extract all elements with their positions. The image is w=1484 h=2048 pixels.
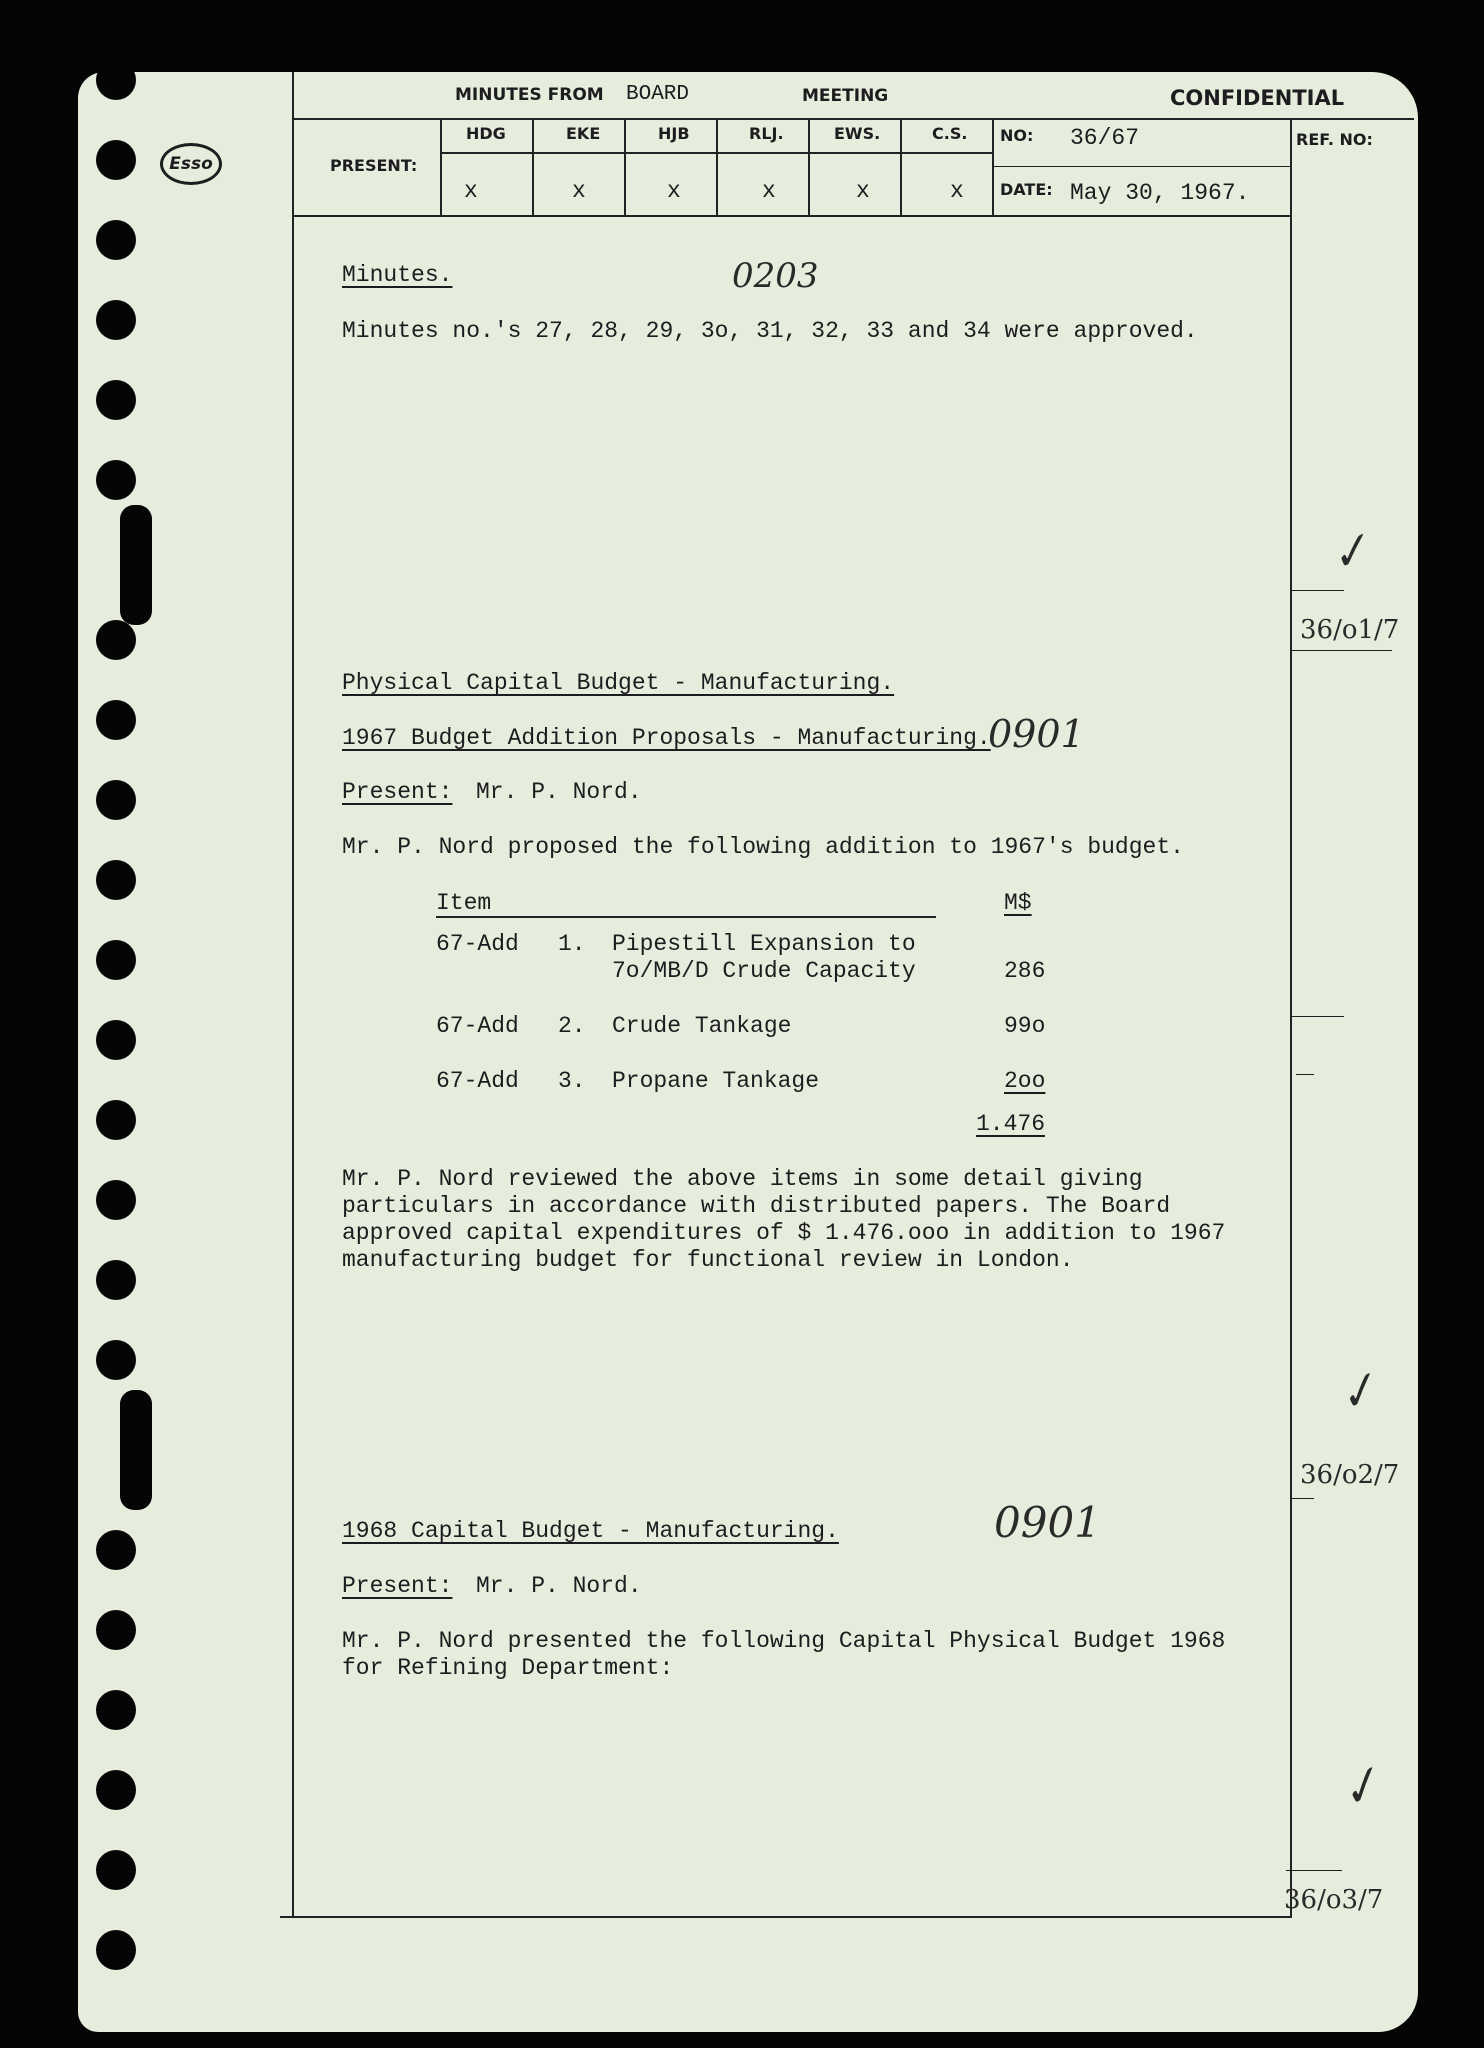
row3-num: 3.	[558, 1068, 586, 1094]
check-mark-icon: ✓	[1322, 520, 1376, 584]
section2-para-4: manufacturing budget for functional review in London.	[342, 1247, 1074, 1273]
right-rule	[1290, 118, 1292, 1918]
table-total: 1.476	[976, 1111, 1046, 1137]
row2-amount: 99o	[1004, 1013, 1046, 1039]
section3-title: 1968 Capital Budget - Manufacturing.	[342, 1518, 839, 1544]
row1-line2: 7o/MB/D Crude Capacity	[612, 958, 916, 984]
section3-para-1: Mr. P. Nord presented the following Capital Physical Budget 1968	[342, 1628, 1226, 1654]
margin-ref-2: 36/o2/7	[1300, 1460, 1400, 1490]
check-mark-icon: ✓	[1329, 1359, 1386, 1425]
confidential-label: CONFIDENTIAL	[1170, 86, 1345, 110]
section2-para-1: Mr. P. Nord reviewed the above items in some detail giving	[342, 1166, 1143, 1192]
section2-code: 0901	[988, 712, 1085, 756]
no-value: 36/67	[1070, 125, 1140, 151]
date-value: May 30, 1967.	[1070, 180, 1250, 206]
member-rlj: RLJ.	[749, 124, 784, 143]
row1-code: 67-Add	[436, 931, 519, 957]
section2-para-2: particulars in accordance with distributed papers. The Board	[342, 1193, 1171, 1219]
section2-title: Physical Capital Budget - Manufacturing.	[342, 670, 895, 696]
row1-amount: 286	[1004, 958, 1046, 984]
row1-line1: Pipestill Expansion to	[612, 931, 916, 957]
no-label: NO:	[1000, 126, 1034, 145]
check-mark-icon: ✓	[1330, 1754, 1390, 1822]
meeting-label: MEETING	[802, 86, 889, 106]
section3-present-value: Mr. P. Nord.	[476, 1573, 642, 1599]
row3-code: 67-Add	[436, 1068, 519, 1094]
present-label: PRESENT:	[330, 156, 418, 175]
member-cs: C.S.	[932, 124, 968, 143]
row2-num: 2.	[558, 1013, 586, 1039]
table-header-amount: M$	[1004, 890, 1032, 916]
mark-hdg: x	[464, 178, 478, 204]
row3-line1: Propane Tankage	[612, 1068, 820, 1094]
section2-intro: Mr. P. Nord proposed the following addition to 1967's budget.	[342, 834, 1184, 860]
mark-ews: x	[856, 178, 870, 204]
bottom-rule	[280, 1916, 1290, 1918]
row2-line1: Crude Tankage	[612, 1013, 792, 1039]
margin-ref-1: 36/o1/7	[1300, 615, 1400, 645]
row3-amount: 2oo	[1004, 1068, 1046, 1094]
section1-code: 0203	[732, 256, 819, 296]
board-label: BOARD	[626, 83, 690, 106]
table-header-item: Item	[436, 890, 492, 916]
minutes-sheet	[78, 72, 1418, 2032]
mark-cs: x	[950, 178, 964, 204]
member-ews: EWS.	[834, 124, 881, 143]
margin-ref-3: 36/o3/7	[1284, 1885, 1384, 1915]
esso-logo: Esso	[160, 143, 222, 185]
section3-para-2: for Refining Department:	[342, 1655, 674, 1681]
section1-text: Minutes no.'s 27, 28, 29, 3o, 31, 32, 33 and 34 were approved.	[342, 318, 1198, 344]
section2-subtitle: 1967 Budget Addition Proposals - Manufacturing.	[342, 725, 991, 751]
member-hjb: HJB	[658, 124, 690, 143]
minutes-from-label: MINUTES FROM	[455, 85, 604, 105]
section2-para-3: approved capital expenditures of $ 1.476.ooo in addition to 1967	[342, 1220, 1226, 1246]
date-label: DATE:	[1000, 180, 1053, 199]
left-rule	[292, 72, 294, 1917]
section3-present-label: Present:	[342, 1573, 453, 1599]
mark-hjb: x	[667, 178, 681, 204]
section2-present-value: Mr. P. Nord.	[476, 779, 642, 805]
row1-num: 1.	[558, 931, 586, 957]
member-hdg: HDG	[466, 124, 506, 143]
mark-eke: x	[572, 178, 586, 204]
member-eke: EKE	[566, 124, 601, 143]
section3-code: 0901	[994, 1498, 1101, 1547]
section1-title: Minutes.	[342, 262, 453, 288]
section2-present-label: Present:	[342, 779, 453, 805]
ref-no-label: REF. NO:	[1296, 130, 1373, 149]
row2-code: 67-Add	[436, 1013, 519, 1039]
mark-rlj: x	[762, 178, 776, 204]
